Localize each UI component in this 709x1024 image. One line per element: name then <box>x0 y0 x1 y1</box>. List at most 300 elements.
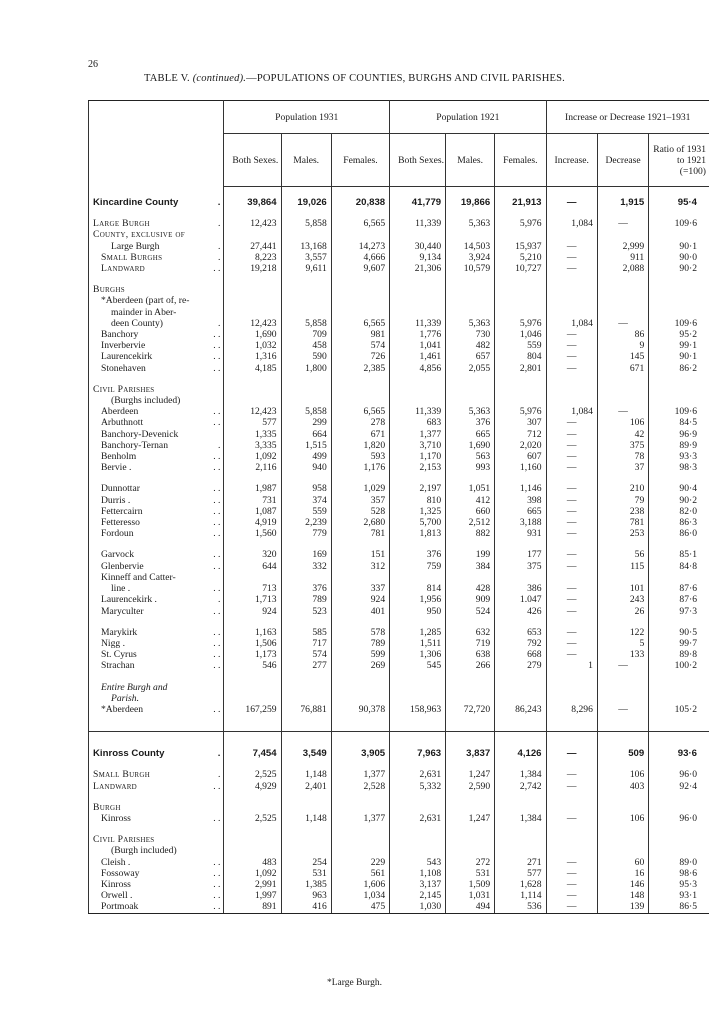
cell-both-1931 <box>224 572 281 583</box>
spacer-cell <box>649 759 709 769</box>
row-label <box>89 769 224 780</box>
cell-decrease: 106 <box>597 417 648 428</box>
cell-decrease: — <box>597 318 648 329</box>
spacer-cell <box>89 539 224 549</box>
cell-males-1931: 254 <box>281 857 331 868</box>
header-increase: Increase. <box>546 134 597 187</box>
row-label-text: County, exclusive of <box>93 229 185 241</box>
cell-females-1921: 2,801 <box>495 363 546 374</box>
cell-females-1921: 712 <box>495 429 546 440</box>
header-pop-1931: Population 1931 <box>224 101 390 134</box>
spacer-cell <box>446 473 495 483</box>
cell-females-1931: 1,377 <box>331 769 389 780</box>
leader-dots: . <box>217 240 221 252</box>
cell-females-1931 <box>331 834 389 845</box>
row-label <box>89 197 224 208</box>
table-row <box>89 229 709 240</box>
title-main: —POPULATIONS OF COUNTIES, BURGHS AND CIVIL PARISHES. <box>246 73 565 84</box>
cell-males-1921: 3,837 <box>446 748 495 759</box>
row-label-text: *Aberdeen (part of, re- <box>101 295 190 307</box>
cell-decrease <box>597 384 648 395</box>
cell-increase: — <box>546 868 597 879</box>
leader-dots: . . <box>213 451 221 463</box>
cell-both-1931: 546 <box>224 660 281 671</box>
cell-males-1931 <box>281 682 331 693</box>
cell-females-1921: 1,384 <box>495 769 546 780</box>
cell-ratio <box>649 284 709 295</box>
cell-males-1921: 482 <box>446 340 495 351</box>
cell-both-1921: 7,963 <box>390 748 446 759</box>
table-row <box>89 583 709 594</box>
cell-both-1921: 2,145 <box>390 890 446 901</box>
table-row <box>89 307 709 318</box>
table-row <box>89 802 709 813</box>
spacer-cell <box>495 539 546 549</box>
leader-dots: . . <box>213 329 221 341</box>
cell-decrease: 5 <box>597 638 648 649</box>
row-label <box>89 748 224 759</box>
row-label-text: St. Cyrus <box>101 649 137 661</box>
cell-both-1931: 1,087 <box>224 506 281 517</box>
spacer-cell <box>89 374 224 384</box>
spacer-cell <box>89 617 224 627</box>
cell-females-1931: 6,565 <box>331 318 389 329</box>
spacer-cell <box>331 274 389 284</box>
cell-increase: — <box>546 549 597 560</box>
row-label-text: Kinneff and Catter- <box>101 571 176 583</box>
cell-decrease: 56 <box>597 549 648 560</box>
cell-both-1931 <box>224 682 281 693</box>
table-row <box>89 638 709 649</box>
spacer-cell <box>649 187 709 198</box>
cell-ratio: 89·9 <box>649 440 709 451</box>
row-label-text: Large Burgh <box>93 218 150 230</box>
row-spacer <box>89 759 709 769</box>
cell-decrease: 16 <box>597 868 648 879</box>
cell-both-1931: 167,259 <box>224 704 281 715</box>
cell-males-1931: 376 <box>281 583 331 594</box>
row-label <box>89 307 224 318</box>
cell-increase: — <box>546 781 597 792</box>
cell-females-1921: 577 <box>495 868 546 879</box>
spacer-cell <box>597 672 648 682</box>
cell-females-1931: 1,820 <box>331 440 389 451</box>
cell-males-1921: 909 <box>446 594 495 605</box>
spacer-cell <box>546 473 597 483</box>
cell-increase: — <box>546 495 597 506</box>
cell-males-1931: 590 <box>281 351 331 362</box>
spacer-cell <box>281 759 331 769</box>
cell-males-1931: 76,881 <box>281 704 331 715</box>
cell-males-1931: 1,148 <box>281 769 331 780</box>
cell-females-1921: 1,146 <box>495 483 546 494</box>
cell-males-1921: 2,055 <box>446 363 495 374</box>
row-label-text: Arbuthnott <box>101 417 144 429</box>
cell-females-1921: 1,046 <box>495 329 546 340</box>
row-label-text: Large Burgh <box>111 240 160 252</box>
leader-dots: . <box>217 317 221 329</box>
cell-both-1921: 21,306 <box>390 263 446 274</box>
row-label <box>89 517 224 528</box>
spacer-cell <box>546 792 597 802</box>
spacer-cell <box>281 473 331 483</box>
cell-decrease: — <box>597 704 648 715</box>
cell-males-1921 <box>446 284 495 295</box>
row-spacer <box>89 732 709 748</box>
cell-increase: — <box>546 638 597 649</box>
row-label-text: (Burghs included) <box>111 395 181 407</box>
cell-females-1921: 271 <box>495 857 546 868</box>
cell-females-1921 <box>495 682 546 693</box>
spacer-cell <box>89 187 224 198</box>
cell-decrease: 2,088 <box>597 263 648 274</box>
leader-dots: . . <box>213 878 221 890</box>
cell-females-1931: 726 <box>331 351 389 362</box>
cell-males-1931 <box>281 384 331 395</box>
spacer-cell <box>546 617 597 627</box>
cell-females-1931: 357 <box>331 495 389 506</box>
row-label-text: Banchory-Ternan <box>101 439 168 451</box>
cell-males-1921: 5,363 <box>446 318 495 329</box>
spacer-cell <box>495 187 546 198</box>
cell-females-1921: 398 <box>495 495 546 506</box>
row-label <box>89 218 224 229</box>
row-label <box>89 693 224 704</box>
table-row <box>89 351 709 362</box>
spacer-cell <box>89 824 224 834</box>
row-label-text: Fordoun <box>101 528 134 540</box>
row-label-text: Laurencekirk <box>101 351 153 363</box>
leader-dots: . <box>217 769 221 781</box>
cell-males-1931: 458 <box>281 340 331 351</box>
cell-both-1921: 1,325 <box>390 506 446 517</box>
row-label <box>89 857 224 868</box>
cell-both-1921 <box>390 572 446 583</box>
cell-both-1931: 320 <box>224 549 281 560</box>
table-row <box>89 857 709 868</box>
cell-females-1921: 10,727 <box>495 263 546 274</box>
cell-females-1921: 2,742 <box>495 781 546 792</box>
row-label <box>89 572 224 583</box>
spacer-cell <box>390 759 446 769</box>
spacer-cell <box>224 539 281 549</box>
cell-both-1921: 1,170 <box>390 451 446 462</box>
cell-increase: — <box>546 241 597 252</box>
table-row <box>89 284 709 295</box>
cell-males-1931: 2,239 <box>281 517 331 528</box>
cell-males-1931: 499 <box>281 451 331 462</box>
cell-males-1931: 3,549 <box>281 748 331 759</box>
cell-increase: — <box>546 440 597 451</box>
spacer-cell <box>281 274 331 284</box>
spacer-cell <box>331 732 389 748</box>
cell-females-1921: 2,020 <box>495 440 546 451</box>
row-label-text: Garvock <box>101 549 135 561</box>
leader-dots: . . <box>213 560 221 572</box>
cell-decrease: 139 <box>597 901 648 913</box>
row-label <box>89 627 224 638</box>
cell-decrease: 781 <box>597 517 648 528</box>
cell-females-1931: 6,565 <box>331 406 389 417</box>
cell-both-1931 <box>224 802 281 813</box>
table-row <box>89 462 709 473</box>
cell-both-1921: 1,285 <box>390 627 446 638</box>
cell-males-1931: 169 <box>281 549 331 560</box>
row-label-text: Small Burghs <box>101 251 163 263</box>
cell-males-1931 <box>281 284 331 295</box>
row-label-text: Banchory <box>101 329 139 341</box>
cell-females-1931: 1,029 <box>331 483 389 494</box>
cell-decrease: 243 <box>597 594 648 605</box>
leader-dots: . . <box>213 517 221 529</box>
cell-males-1931: 717 <box>281 638 331 649</box>
spacer-cell <box>546 715 597 732</box>
cell-increase <box>546 845 597 856</box>
cell-both-1931: 12,423 <box>224 318 281 329</box>
spacer-cell <box>224 732 281 748</box>
cell-ratio: 93·3 <box>649 451 709 462</box>
cell-females-1931 <box>331 693 389 704</box>
cell-females-1931 <box>331 295 389 306</box>
cell-ratio: 82·0 <box>649 506 709 517</box>
header-males-1931: Males. <box>281 134 331 187</box>
cell-increase <box>546 307 597 318</box>
table-row <box>89 495 709 506</box>
cell-ratio: 96·0 <box>649 769 709 780</box>
row-label <box>89 704 224 715</box>
cell-increase: — <box>546 857 597 868</box>
leader-dots: . . <box>213 637 221 649</box>
cell-decrease: 101 <box>597 583 648 594</box>
leader-dots: . <box>217 439 221 451</box>
cell-females-1921 <box>495 693 546 704</box>
cell-females-1921: 1,628 <box>495 879 546 890</box>
spacer-cell <box>281 824 331 834</box>
spacer-cell <box>281 732 331 748</box>
row-label <box>89 813 224 824</box>
cell-both-1931: 483 <box>224 857 281 868</box>
row-label-text: (Burgh included) <box>111 845 177 857</box>
cell-both-1921 <box>390 395 446 406</box>
spacer-cell <box>495 792 546 802</box>
cell-both-1921: 683 <box>390 417 446 428</box>
cell-decrease: 145 <box>597 351 648 362</box>
cell-males-1921: 1,031 <box>446 890 495 901</box>
cell-decrease: 79 <box>597 495 648 506</box>
spacer-cell <box>495 715 546 732</box>
cell-decrease: — <box>597 660 648 671</box>
cell-both-1921: 1,461 <box>390 351 446 362</box>
cell-decrease: 210 <box>597 483 648 494</box>
cell-ratio: 89·8 <box>649 649 709 660</box>
cell-decrease <box>597 802 648 813</box>
cell-females-1921: 177 <box>495 549 546 560</box>
row-spacer <box>89 792 709 802</box>
table-row <box>89 834 709 845</box>
leader-dots: . . <box>213 856 221 868</box>
header-males-1921: Males. <box>446 134 495 187</box>
cell-females-1921 <box>495 307 546 318</box>
row-label-text: Benholm <box>101 451 137 463</box>
cell-both-1921 <box>390 295 446 306</box>
cell-males-1931 <box>281 572 331 583</box>
row-label <box>89 241 224 252</box>
cell-females-1931: 981 <box>331 329 389 340</box>
cell-increase <box>546 693 597 704</box>
spacer-cell <box>546 824 597 834</box>
row-label <box>89 229 224 240</box>
cell-males-1921: 638 <box>446 649 495 660</box>
cell-females-1931 <box>331 307 389 318</box>
cell-males-1921: 384 <box>446 561 495 572</box>
spacer-cell <box>224 473 281 483</box>
cell-decrease: 253 <box>597 528 648 539</box>
cell-females-1931: 2,528 <box>331 781 389 792</box>
table-row <box>89 218 709 229</box>
table-row <box>89 506 709 517</box>
cell-females-1921: 931 <box>495 528 546 539</box>
leader-dots: . . <box>213 462 221 474</box>
cell-females-1921: 653 <box>495 627 546 638</box>
spacer-cell <box>597 759 648 769</box>
cell-females-1931: 789 <box>331 638 389 649</box>
table-row <box>89 769 709 780</box>
row-spacer <box>89 374 709 384</box>
cell-both-1921: 2,631 <box>390 813 446 824</box>
table-row <box>89 363 709 374</box>
leader-dots: . . <box>213 528 221 540</box>
cell-females-1921 <box>495 572 546 583</box>
cell-decrease: — <box>597 218 648 229</box>
cell-females-1921: 5,976 <box>495 406 546 417</box>
cell-males-1921 <box>446 802 495 813</box>
cell-males-1921: 993 <box>446 462 495 473</box>
cell-both-1931: 3,335 <box>224 440 281 451</box>
cell-both-1921: 950 <box>390 606 446 617</box>
cell-females-1931 <box>331 395 389 406</box>
cell-decrease: 671 <box>597 363 648 374</box>
cell-males-1921: 19,866 <box>446 197 495 208</box>
row-label-text: Portmoak <box>101 901 139 913</box>
spacer-cell <box>390 715 446 732</box>
row-label <box>89 868 224 879</box>
cell-males-1931: 332 <box>281 561 331 572</box>
cell-males-1921: 2,590 <box>446 781 495 792</box>
cell-increase: — <box>546 606 597 617</box>
spacer-cell <box>597 274 648 284</box>
cell-males-1931: 5,858 <box>281 406 331 417</box>
cell-decrease <box>597 395 648 406</box>
spacer-cell <box>446 732 495 748</box>
cell-both-1921: 11,339 <box>390 406 446 417</box>
cell-both-1931: 39,864 <box>224 197 281 208</box>
cell-both-1931 <box>224 284 281 295</box>
cell-decrease <box>597 284 648 295</box>
spacer-cell <box>597 539 648 549</box>
cell-females-1921: 1,384 <box>495 813 546 824</box>
row-label <box>89 351 224 362</box>
cell-males-1921 <box>446 395 495 406</box>
table-row <box>89 451 709 462</box>
cell-males-1921 <box>446 384 495 395</box>
cell-males-1921 <box>446 572 495 583</box>
cell-ratio: 109·6 <box>649 218 709 229</box>
cell-both-1931: 1,316 <box>224 351 281 362</box>
cell-males-1921: 882 <box>446 528 495 539</box>
table-row <box>89 340 709 351</box>
cell-decrease: 509 <box>597 748 648 759</box>
cell-both-1921: 1,511 <box>390 638 446 649</box>
cell-decrease <box>597 572 648 583</box>
spacer-cell <box>390 732 446 748</box>
cell-both-1931: 1,506 <box>224 638 281 649</box>
cell-decrease: 238 <box>597 506 648 517</box>
spacer-cell <box>331 759 389 769</box>
cell-males-1931: 709 <box>281 329 331 340</box>
cell-both-1921: 30,440 <box>390 241 446 252</box>
cell-females-1921: 307 <box>495 417 546 428</box>
spacer-cell <box>546 759 597 769</box>
cell-increase: — <box>546 561 597 572</box>
cell-decrease: 1,915 <box>597 197 648 208</box>
spacer-cell <box>495 274 546 284</box>
cell-females-1931: 574 <box>331 340 389 351</box>
cell-females-1931 <box>331 572 389 583</box>
header-both-sexes-1921: Both Sexes. <box>390 134 446 187</box>
row-label <box>89 594 224 605</box>
cell-increase: 1,084 <box>546 318 597 329</box>
cell-males-1921: 199 <box>446 549 495 560</box>
spacer-cell <box>649 473 709 483</box>
cell-females-1921 <box>495 384 546 395</box>
cell-females-1931: 475 <box>331 901 389 913</box>
table-row <box>89 406 709 417</box>
row-label <box>89 781 224 792</box>
cell-females-1921: 4,126 <box>495 748 546 759</box>
cell-females-1931 <box>331 845 389 856</box>
table-row <box>89 318 709 329</box>
cell-increase: 1 <box>546 660 597 671</box>
spacer-cell <box>89 208 224 218</box>
leader-dots: . . <box>213 649 221 661</box>
cell-both-1921: 158,963 <box>390 704 446 715</box>
cell-both-1931: 1,713 <box>224 594 281 605</box>
table-row <box>89 660 709 671</box>
cell-both-1931: 12,423 <box>224 406 281 417</box>
cell-both-1931: 4,185 <box>224 363 281 374</box>
cell-males-1921: 494 <box>446 901 495 913</box>
row-label-text: Maryculter <box>101 605 144 617</box>
cell-both-1931: 1,690 <box>224 329 281 340</box>
spacer-cell <box>597 374 648 384</box>
cell-females-1931: 528 <box>331 506 389 517</box>
cell-females-1931: 561 <box>331 868 389 879</box>
cell-females-1931: 781 <box>331 528 389 539</box>
row-label-text: Civil Parishes <box>93 383 155 395</box>
cell-decrease <box>597 295 648 306</box>
spacer-cell <box>546 208 597 218</box>
row-label <box>89 606 224 617</box>
table-row <box>89 395 709 406</box>
cell-females-1931: 593 <box>331 451 389 462</box>
cell-increase: 8,296 <box>546 704 597 715</box>
cell-both-1921: 814 <box>390 583 446 594</box>
cell-males-1931: 1,148 <box>281 813 331 824</box>
cell-increase: — <box>546 483 597 494</box>
table-row <box>89 879 709 890</box>
cell-males-1931: 585 <box>281 627 331 638</box>
cell-decrease: 9 <box>597 340 648 351</box>
